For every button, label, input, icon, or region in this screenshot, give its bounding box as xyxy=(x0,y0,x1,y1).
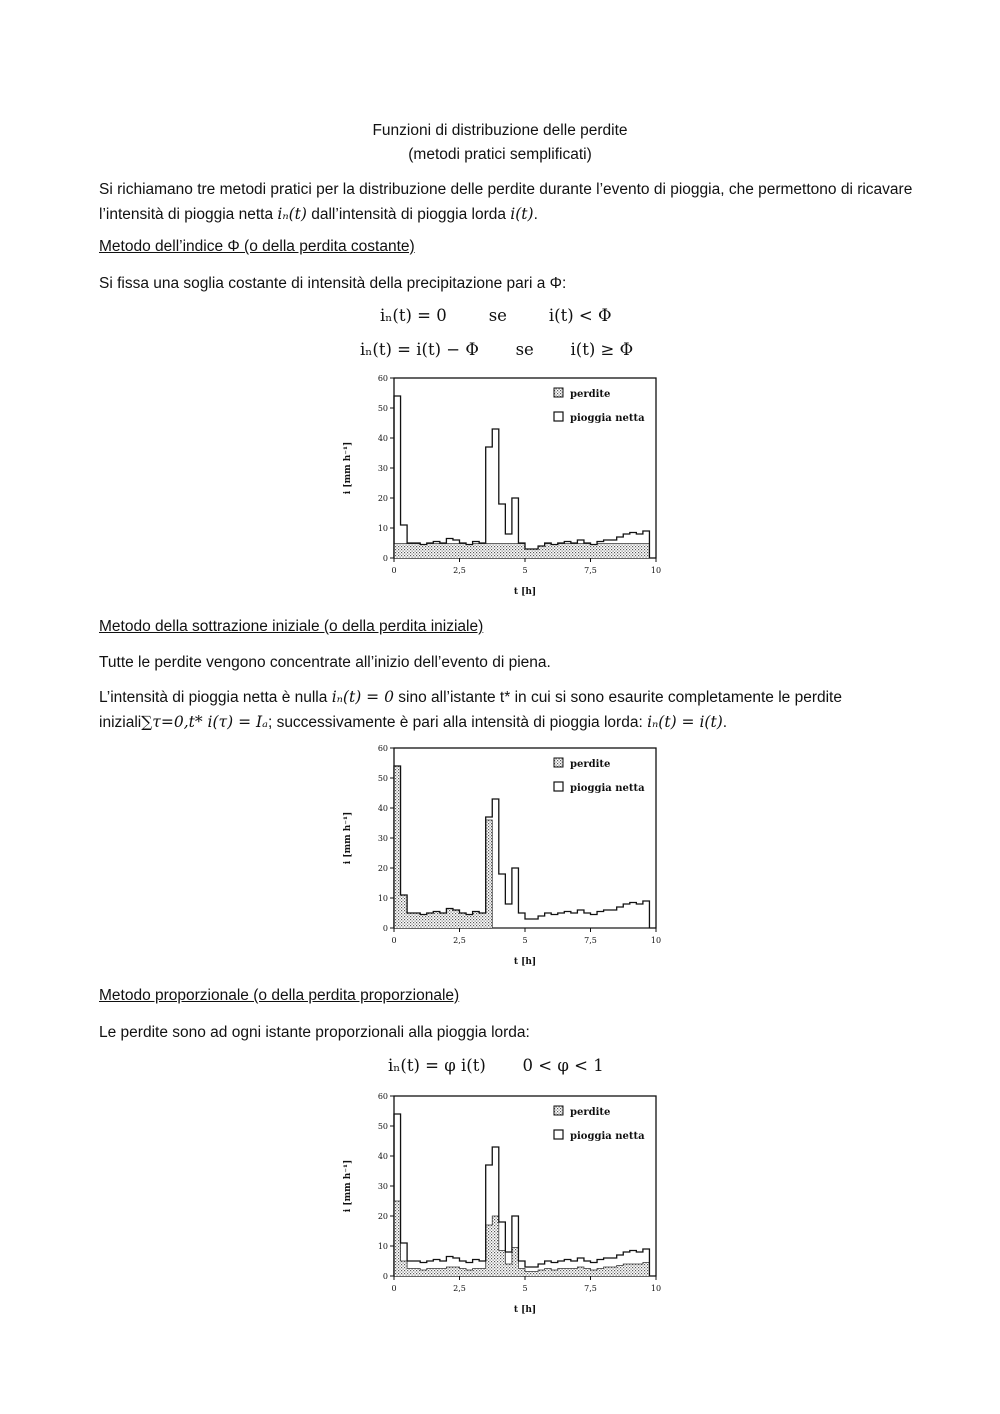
intro-text: dall’intensità di pioggia lorda xyxy=(306,206,511,223)
loss-bar xyxy=(505,1264,512,1276)
loss-bar xyxy=(466,545,473,559)
chart-initial-subtraction xyxy=(338,742,668,974)
loss-bar xyxy=(440,913,447,928)
loss-bar xyxy=(591,545,598,559)
formula-phi-2: iₙ(t) = i(t) − Φ se i(t) ≥ Φ xyxy=(360,340,634,359)
loss-bar xyxy=(407,544,414,558)
y-tick-label: 50 xyxy=(377,774,388,783)
loss-bar xyxy=(597,1269,604,1277)
intro-text: . xyxy=(533,206,538,223)
loss-bar xyxy=(551,545,558,559)
y-tick-label: 50 xyxy=(377,404,388,413)
loss-bar xyxy=(512,544,519,558)
loss-bar xyxy=(499,1251,506,1277)
loss-bar xyxy=(610,1267,617,1276)
loss-bar xyxy=(394,766,401,928)
x-tick-label: 5 xyxy=(522,936,528,945)
y-tick-label: 50 xyxy=(377,1122,388,1131)
loss-bar xyxy=(460,913,467,928)
y-tick-label: 20 xyxy=(377,1212,388,1221)
x-tick-label: 0 xyxy=(391,566,397,575)
legend-swatch-netta xyxy=(554,782,563,791)
math-inline: ∑τ=0,t* i(τ) = Iₐ xyxy=(141,713,268,731)
loss-bar xyxy=(604,1267,611,1276)
y-tick-label: 10 xyxy=(377,1242,388,1251)
loss-bar xyxy=(433,1269,440,1277)
section-heading-phi: Metodo dell’indice Φ (o della perdita costante) xyxy=(99,238,415,255)
loss-bar xyxy=(636,544,643,558)
x-tick-label: 7,5 xyxy=(584,566,597,575)
body-text: ; successivamente è pari alla intensità di pioggia lorda: xyxy=(267,714,648,731)
loss-bar xyxy=(427,1269,434,1277)
y-tick-label: 40 xyxy=(377,434,388,443)
x-tick-label: 7,5 xyxy=(584,1284,597,1293)
y-axis-label: i [mm h⁻¹] xyxy=(343,811,353,865)
loss-bar xyxy=(518,544,525,558)
loss-bar xyxy=(460,1269,467,1277)
loss-bar xyxy=(538,546,545,558)
loss-bar xyxy=(479,1269,486,1277)
method1-text: Si fissa una soglia costante di intensità della precipitazione pari a Φ: xyxy=(99,275,567,292)
y-tick-label: 0 xyxy=(382,1272,388,1281)
loss-bar xyxy=(577,544,584,558)
legend-swatch-perdite xyxy=(554,758,563,767)
x-tick-label: 10 xyxy=(650,1284,662,1293)
y-tick-label: 60 xyxy=(377,1092,388,1101)
plot-frame xyxy=(394,748,656,928)
loss-bar xyxy=(597,544,604,558)
loss-bar xyxy=(433,912,440,929)
loss-bar xyxy=(446,544,453,558)
loss-bar xyxy=(420,1270,427,1276)
x-axis-label: t [h] xyxy=(513,957,537,967)
loss-bar xyxy=(545,1269,552,1277)
loss-bar xyxy=(433,544,440,558)
loss-bar xyxy=(453,910,460,928)
loss-bar xyxy=(473,1269,480,1277)
x-tick-label: 2,5 xyxy=(453,936,466,945)
math-inline: i(t) xyxy=(510,205,534,223)
legend-label-perdite: perdite xyxy=(570,389,611,400)
chart-proportional xyxy=(338,1090,668,1322)
x-tick-label: 7,5 xyxy=(584,936,597,945)
intro-text: Si richiamano tre metodi pratici per la distribuzione delle perdite durante l’evento di pioggia, che permettono di ricavare l’intensità di pioggia netta xyxy=(99,181,913,223)
y-tick-label: 40 xyxy=(377,1152,388,1161)
loss-bar xyxy=(505,544,512,558)
legend-swatch-perdite xyxy=(554,1106,563,1115)
loss-bar xyxy=(479,913,486,928)
loss-bar xyxy=(401,895,408,928)
loss-bar xyxy=(446,1267,453,1276)
page-title: Funzioni di distribuzione delle perdite xyxy=(372,122,628,139)
legend-label-netta: pioggia netta xyxy=(570,783,645,794)
loss-bar xyxy=(643,1263,650,1277)
x-tick-label: 10 xyxy=(650,936,662,945)
x-axis-label: t [h] xyxy=(513,1305,537,1315)
loss-bar xyxy=(617,544,624,558)
loss-bar xyxy=(414,1269,421,1277)
legend-label-netta: pioggia netta xyxy=(570,413,645,424)
loss-bar xyxy=(584,1269,591,1277)
loss-bar xyxy=(427,913,434,928)
loss-bar xyxy=(525,549,532,558)
legend-swatch-netta xyxy=(554,412,563,421)
loss-bar xyxy=(623,1264,630,1276)
body-text: sino all’istante t* in cui si sono esaurite completamente le perdite iniziali xyxy=(99,689,842,731)
y-tick-label: 0 xyxy=(382,554,388,563)
loss-bar xyxy=(407,913,414,928)
loss-bar xyxy=(617,1266,624,1277)
y-tick-label: 60 xyxy=(377,744,388,753)
y-tick-label: 0 xyxy=(382,924,388,933)
loss-bar xyxy=(630,544,637,558)
loss-bar xyxy=(394,544,401,558)
x-tick-label: 0 xyxy=(391,1284,397,1293)
method2-text1: Tutte le perdite vengono concentrate all’inizio dell’evento di piena. xyxy=(99,654,551,671)
y-tick-label: 40 xyxy=(377,804,388,813)
loss-bar xyxy=(591,1270,598,1276)
method2-text2 xyxy=(99,685,919,735)
loss-bar xyxy=(512,1248,519,1277)
loss-bar xyxy=(446,909,453,929)
loss-bar xyxy=(558,544,565,558)
x-tick-label: 0 xyxy=(391,936,397,945)
legend-label-perdite: perdite xyxy=(570,759,611,770)
math-inline: iₙ(t) xyxy=(277,205,307,223)
y-tick-label: 10 xyxy=(377,524,388,533)
loss-bar xyxy=(466,1270,473,1276)
loss-bar xyxy=(577,1267,584,1276)
loss-bar xyxy=(401,1261,408,1276)
loss-bar xyxy=(420,915,427,929)
section-heading-initial: Metodo della sottrazione iniziale (o della perdita iniziale) xyxy=(99,618,484,635)
legend-label-netta: pioggia netta xyxy=(570,1131,645,1142)
loss-bar xyxy=(414,544,421,558)
section-heading-proportional: Metodo proporzionale (o della perdita proporzionale) xyxy=(99,987,460,1004)
plot-frame xyxy=(394,1096,656,1276)
x-tick-label: 10 xyxy=(650,566,662,575)
y-tick-label: 30 xyxy=(377,1182,388,1191)
loss-bar xyxy=(492,544,499,558)
formula-phi-1: iₙ(t) = 0 se i(t) < Φ xyxy=(380,306,612,325)
loss-bar xyxy=(538,1270,545,1276)
x-tick-label: 2,5 xyxy=(453,566,466,575)
loss-bar xyxy=(453,1267,460,1276)
loss-bar xyxy=(440,544,447,558)
loss-bar xyxy=(466,915,473,929)
loss-bar xyxy=(571,1269,578,1277)
y-tick-label: 60 xyxy=(377,374,388,383)
intro-paragraph xyxy=(99,177,919,227)
math-inline: iₙ(t) = i(t) xyxy=(647,713,723,731)
legend-swatch-netta xyxy=(554,1130,563,1139)
y-tick-label: 30 xyxy=(377,834,388,843)
loss-bar xyxy=(407,1269,414,1277)
y-tick-label: 10 xyxy=(377,894,388,903)
loss-bar xyxy=(486,820,493,928)
loss-bar xyxy=(623,544,630,558)
loss-bar xyxy=(604,544,611,558)
loss-bar xyxy=(440,1269,447,1277)
loss-outline xyxy=(394,1201,649,1276)
loss-bar xyxy=(414,913,421,928)
loss-bar xyxy=(427,544,434,558)
loss-bar xyxy=(630,1264,637,1276)
chart-phi-index xyxy=(338,372,668,604)
loss-bar xyxy=(558,1269,565,1277)
body-text: . xyxy=(722,714,728,731)
loss-bar xyxy=(564,544,571,558)
loss-bar xyxy=(401,544,408,558)
math-inline: iₙ(t) = 0 xyxy=(331,688,394,706)
x-axis-label: t [h] xyxy=(513,587,537,597)
body-text: L’intensità di pioggia netta è nulla xyxy=(99,689,332,706)
x-tick-label: 2,5 xyxy=(453,1284,466,1293)
loss-bar xyxy=(532,549,539,558)
method3-text: Le perdite sono ad ogni istante proporzionali alla pioggia lorda: xyxy=(99,1024,530,1041)
loss-bar xyxy=(486,544,493,558)
loss-bar xyxy=(584,544,591,558)
plot-frame xyxy=(394,378,656,558)
loss-bar xyxy=(610,544,617,558)
loss-bar xyxy=(499,544,506,558)
loss-bar xyxy=(525,1272,532,1277)
page-subtitle: (metodi pratici semplificati) xyxy=(408,146,592,163)
loss-bar xyxy=(486,1225,493,1276)
loss-bar xyxy=(492,1216,499,1276)
y-axis-label: i [mm h⁻¹] xyxy=(343,441,353,495)
loss-bar xyxy=(643,544,650,558)
loss-bar xyxy=(453,544,460,558)
loss-bar xyxy=(551,1270,558,1276)
y-tick-label: 20 xyxy=(377,864,388,873)
loss-bar xyxy=(460,544,467,558)
legend-swatch-perdite xyxy=(554,388,563,397)
y-axis-label: i [mm h⁻¹] xyxy=(343,1159,353,1213)
loss-bar xyxy=(473,544,480,558)
loss-bar xyxy=(473,912,480,929)
x-tick-label: 5 xyxy=(522,1284,528,1293)
loss-bar xyxy=(636,1264,643,1276)
y-tick-label: 20 xyxy=(377,494,388,503)
legend-label-perdite: perdite xyxy=(570,1107,611,1118)
loss-bar xyxy=(564,1269,571,1277)
x-tick-label: 5 xyxy=(522,566,528,575)
loss-bar xyxy=(479,544,486,558)
formula-proportional: iₙ(t) = φ i(t) 0 < φ < 1 xyxy=(388,1056,604,1075)
loss-bar xyxy=(518,1269,525,1277)
loss-bar xyxy=(571,544,578,558)
loss-bar xyxy=(532,1272,539,1277)
y-tick-label: 30 xyxy=(377,464,388,473)
loss-bar xyxy=(545,544,552,558)
loss-bar xyxy=(420,545,427,559)
loss-bar xyxy=(394,1201,401,1276)
